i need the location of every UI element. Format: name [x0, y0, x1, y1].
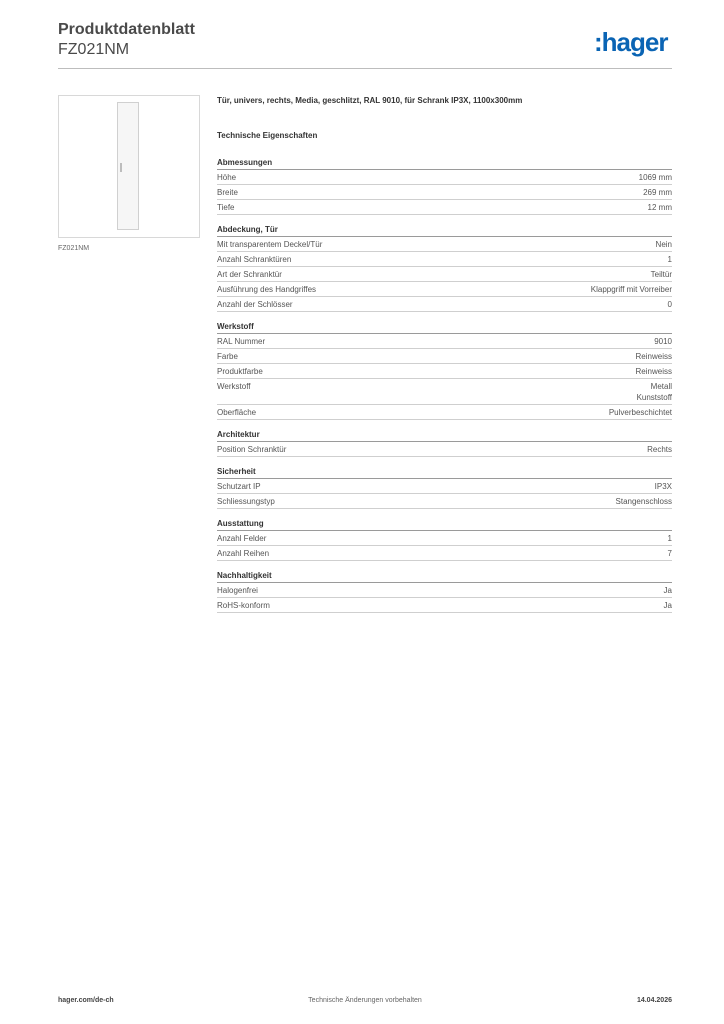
spec-value-line: Teiltür [650, 270, 672, 279]
spec-label: Oberfläche [217, 408, 257, 417]
spec-label: Art der Schranktür [217, 270, 282, 279]
spec-label: Höhe [217, 173, 237, 182]
spec-section [217, 157, 672, 215]
section-title: Werkstoff [217, 321, 672, 334]
footer-website-link[interactable]: hager.com/de-ch [58, 997, 114, 1004]
spec-label: Schliessungstyp [217, 497, 275, 506]
spec-value [647, 444, 672, 455]
spec-row [217, 237, 672, 252]
spec-label: Ausführung des Handgriffes [217, 285, 317, 294]
spec-value [664, 600, 672, 611]
spec-value-line: 1 [667, 255, 672, 264]
spec-label: Anzahl der Schlösser [217, 300, 293, 309]
spec-section [217, 224, 672, 312]
spec-value [643, 187, 672, 198]
spec-value-line: Nein [655, 240, 672, 249]
spec-value-line: 1 [667, 534, 672, 543]
spec-value [651, 269, 672, 280]
section-title: Sicherheit [217, 466, 672, 479]
header-divider [58, 68, 672, 69]
spec-value [668, 533, 672, 544]
spec-value-line: Ja [663, 601, 672, 610]
spec-label: Breite [217, 188, 238, 197]
product-description: Tür, univers, rechts, Media, geschlitzt, RAL 9010, für Schrank IP3X, 1100x300mm [217, 96, 523, 105]
spec-label: Produktfarbe [217, 367, 263, 376]
document-header [58, 20, 195, 60]
spec-row [217, 442, 672, 457]
spec-value [656, 239, 672, 250]
section-title: Nachhaltigkeit [217, 570, 672, 583]
product-image [58, 95, 200, 238]
spec-row [217, 479, 672, 494]
spec-value-line: Klappgriff mit Vorreiber [590, 285, 672, 294]
door-handle-icon [120, 163, 122, 172]
section-title: Ausstattung [217, 518, 672, 531]
spec-section [217, 321, 672, 420]
spec-value-line: Reinweiss [635, 352, 672, 361]
spec-label: Anzahl Reihen [217, 549, 270, 558]
spec-label: RAL Nummer [217, 337, 266, 346]
spec-value-line: 269 mm [643, 188, 672, 197]
spec-row [217, 598, 672, 613]
spec-value-line: Pulverbeschichtet [608, 408, 672, 417]
product-code: FZ021NM [58, 41, 130, 58]
spec-value [637, 381, 672, 403]
spec-value [636, 351, 672, 362]
technical-properties-heading: Technische Eigenschaften [217, 131, 318, 140]
spec-value [655, 481, 672, 492]
spec-section [217, 570, 672, 613]
spec-value-line: Stangenschloss [615, 497, 672, 506]
spec-value-line: Reinweiss [635, 367, 672, 376]
logo-text: :hager [594, 27, 668, 57]
spec-value-line: 12 mm [647, 203, 672, 212]
spec-row [217, 349, 672, 364]
spec-label: Anzahl Schranktüren [217, 255, 292, 264]
footer-note: Technische Änderungen vorbehalten [308, 997, 422, 1004]
spec-row [217, 185, 672, 200]
spec-value [654, 336, 672, 347]
spec-row [217, 546, 672, 561]
spec-row [217, 297, 672, 312]
spec-row [217, 252, 672, 267]
spec-value [668, 299, 672, 310]
image-caption: FZ021NM [58, 245, 90, 252]
spec-row [217, 267, 672, 282]
spec-value [591, 284, 672, 295]
spec-value-line: IP3X [654, 482, 672, 491]
spec-value-line: Kunststoff [636, 393, 672, 402]
spec-label: Werkstoff [217, 382, 251, 391]
door-product-icon [117, 102, 139, 230]
spec-value [664, 585, 672, 596]
spec-value-line: Ja [663, 586, 672, 595]
spec-row [217, 364, 672, 379]
spec-section [217, 429, 672, 457]
spec-sections [217, 157, 672, 613]
spec-label: Tiefe [217, 203, 235, 212]
spec-label: Farbe [217, 352, 238, 361]
spec-value-line: Rechts [647, 445, 672, 454]
spec-label: Position Schranktür [217, 445, 287, 454]
spec-value [668, 548, 672, 559]
spec-row [217, 282, 672, 297]
spec-row [217, 494, 672, 509]
spec-row [217, 583, 672, 598]
spec-section [217, 518, 672, 561]
spec-value [609, 407, 672, 418]
spec-section [217, 466, 672, 509]
spec-value [639, 172, 672, 183]
spec-row [217, 334, 672, 349]
spec-value-line: Metall [650, 382, 672, 391]
spec-value [648, 202, 672, 213]
spec-value-line: 1069 mm [638, 173, 672, 182]
spec-label: Anzahl Felder [217, 534, 267, 543]
spec-row [217, 200, 672, 215]
spec-row [217, 379, 672, 405]
page-title: Produktdatenblatt [58, 21, 195, 38]
spec-label: Mit transparentem Deckel/Tür [217, 240, 323, 249]
spec-value [616, 496, 672, 507]
spec-label: RoHS-konform [217, 601, 270, 610]
spec-value [668, 254, 672, 265]
spec-row [217, 405, 672, 420]
section-title: Abmessungen [217, 157, 672, 170]
spec-row [217, 170, 672, 185]
spec-label: Schutzart IP [217, 482, 261, 491]
spec-row [217, 531, 672, 546]
hager-logo [594, 28, 667, 56]
spec-value-line: 7 [667, 549, 672, 558]
section-title: Abdeckung, Tür [217, 224, 672, 237]
spec-value-line: 0 [667, 300, 672, 309]
product-details [217, 96, 672, 622]
spec-value [636, 366, 672, 377]
footer-date: 14.04.2026 [636, 997, 672, 1004]
spec-value-line: 9010 [654, 337, 672, 346]
section-title: Architektur [217, 429, 672, 442]
spec-label: Halogenfrei [217, 586, 258, 595]
